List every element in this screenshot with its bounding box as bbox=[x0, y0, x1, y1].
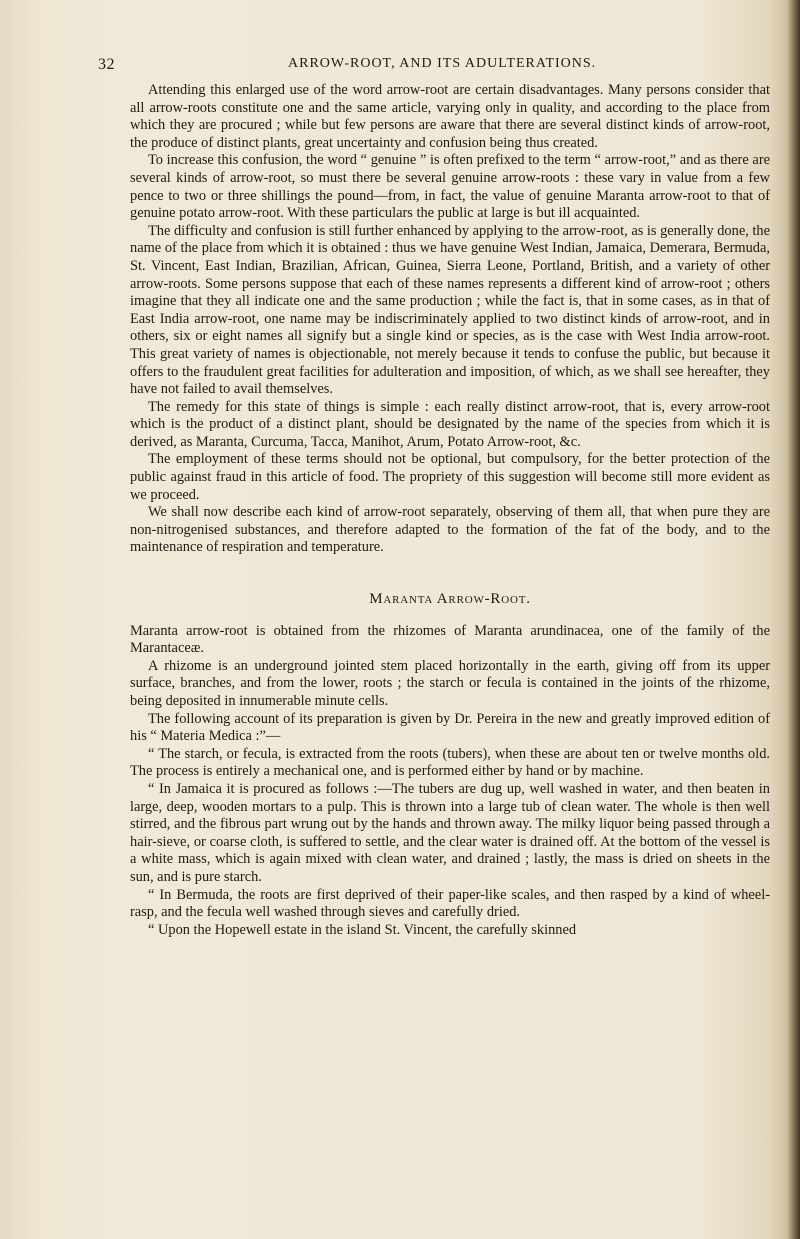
paragraph: The remedy for this state of things is simple : each really distinct arrow-root, that is, every arrow-root which is the product of a distinct plant, should be designated by the name of the species from which it is derived, as Maranta, Curcuma, Tacca, Manihot, Arum, Potato Arrow-root, &c. bbox=[130, 398, 770, 450]
book-spine-edge bbox=[786, 0, 800, 1239]
paragraph: The employment of these terms should not be optional, but compulsory, for the better protection of the public against fraud in this article of food. The propriety of this suggestion will become still more evident as we proceed. bbox=[130, 451, 770, 503]
quote-paragraph: “ In Jamaica it is procured as follows :—The tubers are dug up, well washed in water, and then beaten in large, deep, wooden mortars to a pulp. This is thrown into a large tub of clean water. The whole is then well stirred, and the fibrous part wrung out by the hands and thrown away. The milky liquor being passed through a hair-sieve, or coarse cloth, is suffered to settle, and the clear water is drained off. At the bottom of the vessel is a white mass, which is again mixed with clean water, and drained ; lastly, the mass is dried on sheets in the sun, and is pure starch. bbox=[130, 780, 770, 885]
quote-paragraph: “ Upon the Hopewell estate in the island St. Vincent, the carefully skinned bbox=[148, 921, 577, 938]
paragraph: Attending this enlarged use of the word arrow-root are certain disadvantages. Many persons consider that all arrow-roots constitute one and the same article, varying only in quality, and according to the place from which they are procured ; while but few persons are aware that there are several distinct kinds of arrow-root, the produce of distinct plants, great uncertainty and confusion being thus created. bbox=[130, 82, 770, 151]
paragraph: A rhizome is an underground jointed stem placed horizontally in the earth, giving off from its upper surface, branches, and from the lower, roots ; the starch or fecula is contained in the joints of the rhizome, being deposited in innumerable minute cells. bbox=[130, 657, 770, 709]
quote-paragraph: “ The starch, or fecula, is extracted from the roots (tubers), when these are about ten or twelve months old. The process is entirely a mechanical one, and is performed either by hand or by machine. bbox=[130, 745, 770, 780]
page-number: 32 bbox=[98, 56, 115, 73]
running-title: ARROW-ROOT, AND ITS ADULTERATIONS. bbox=[288, 56, 597, 71]
paragraph: The following account of its preparation is given by Dr. Pereira in the new and greatly improved edition of his “ Materia Medica :”— bbox=[130, 710, 770, 745]
paragraph: The difficulty and confusion is still further enhanced by applying to the arrow-root, as is generally done, the name of the place from which it is obtained : thus we have genuine West Indian, Jamaica, Demerara, Bermuda, St. Vincent, East Indian, Brazilian, African, Guinea, Sierra Leone, Portland, British, and a variety of other arrow-roots. Some persons suppose that each of these names represents a different kind of arrow-root ; others imagine that they all indicate one and the same production ; while the fact is, that in some cases, as in that of East India arrow-root, one name may be indiscriminately applied to two distinct kinds of arrow-root, and in others, six or eight names all signify but a single kind or species, as is the case with West India arrow-root. This great variety of names is objectionable, not merely because it tends to confuse the public, but because it offers to the fraudulent great facilities for adulteration and imposition, of which, as we shall see hereafter, they have not failed to avail themselves. bbox=[130, 222, 770, 398]
paragraph: To increase this confusion, the word “ genuine ” is often prefixed to the term “ arrow-root,” and as there are several kinds of arrow-root, so must there be several genuine arrow-roots : these vary in value from a few pence to two or three shillings the pound—from, in fact, the value of genuine Maranta arrow-root to that of genuine potato arrow-root. With these particulars the public at large is but ill acquainted. bbox=[130, 152, 770, 222]
page-body bbox=[130, 82, 770, 939]
section-heading: Maranta Arrow-Root. bbox=[369, 591, 531, 608]
quote-paragraph: “ In Bermuda, the roots are first deprived of their paper-like scales, and then rasped by a kind of wheel-rasp, and the fecula well washed through sieves and carefully dried. bbox=[130, 886, 770, 921]
paragraph: We shall now describe each kind of arrow-root separately, observing of them all, that when pure they are non-nitrogenised substances, and therefore adapted to the formation of the fat of the body, and to the maintenance of respiration and temperature. bbox=[130, 504, 770, 556]
page-header bbox=[98, 56, 758, 80]
paragraph: Maranta arrow-root is obtained from the rhizomes of Maranta arundinacea, one of the family of the Marantaceæ. bbox=[130, 622, 770, 657]
